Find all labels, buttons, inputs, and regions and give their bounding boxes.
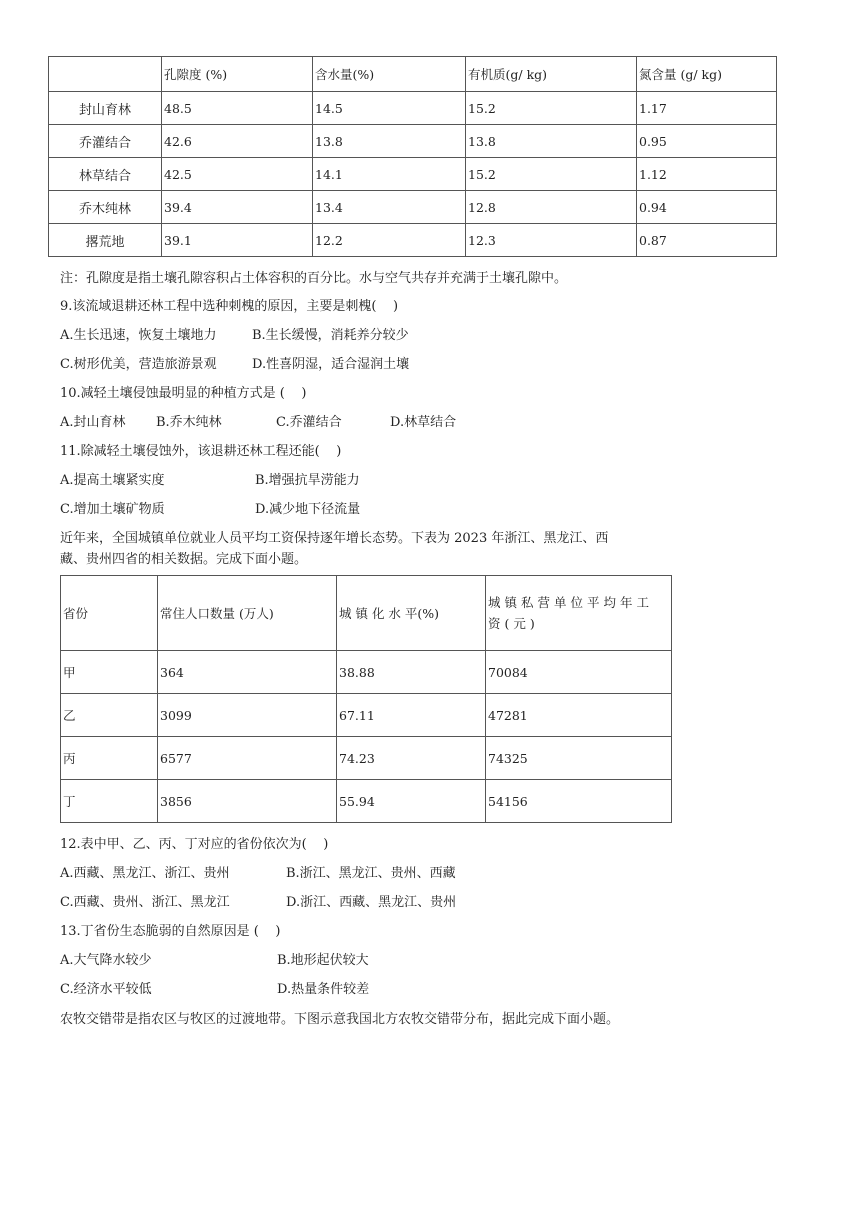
question-11-option-a[interactable]: A.提高土壤紧实度 [60,473,165,488]
table-row [49,191,777,224]
intro-paragraph-line-2: 藏、贵州四省的相关数据。完成下面小题。 [60,552,308,567]
question-9-stem: 9.该流域退耕还林工程中选种刺槐的原因，主要是刺槐( ) [60,299,399,314]
table-row-label: 封山育林 [49,92,162,125]
table-cell: 54156 [486,780,672,823]
table-cell: 74325 [486,737,672,780]
table-header-cell: 城 镇 化 水 平(%) [337,576,486,651]
table-cell: 39.4 [162,191,313,224]
question-12-stem: 12.表中甲、乙、丙、丁对应的省份依次为( ) [60,837,329,852]
table-cell: 13.8 [313,125,466,158]
table-row [49,92,777,125]
question-10-option-d[interactable]: D.林草结合 [390,415,457,430]
table-row [61,737,672,780]
table-header-cell: 城镇私营单位平均年工资(元) [486,576,672,651]
table-header-cell [49,57,162,92]
table-cell: 38.88 [337,651,486,694]
table-cell: 3099 [158,694,337,737]
intro-paragraph-line-1: 近年来，全国城镇单位就业人员平均工资保持逐年增长态势。下表为 2023 年浙江、黑龙江、西 [60,531,609,546]
table-cell: 6577 [158,737,337,780]
question-10-option-a[interactable]: A.封山育林 [60,415,126,430]
table-cell: 39.1 [162,224,313,257]
table-cell: 0.87 [637,224,777,257]
table-cell: 乙 [61,694,158,737]
question-9-option-d[interactable]: D.性喜阴湿，适合湿润土壤 [252,357,410,372]
table-header-row [49,57,777,92]
table-cell: 13.8 [466,125,637,158]
table-header-cell: 常住人口数量 (万人) [158,576,337,651]
table-cell: 1.12 [637,158,777,191]
table-cell: 12.2 [313,224,466,257]
table-row [49,224,777,257]
table-cell: 丁 [61,780,158,823]
table-cell: 364 [158,651,337,694]
table-cell: 70084 [486,651,672,694]
table-cell: 12.3 [466,224,637,257]
table-header-cell: 氮含量 (g/ kg) [637,57,777,92]
table-row [49,158,777,191]
question-9-option-a[interactable]: A.生长迅速，恢复土壤地力 [60,328,217,343]
question-11-option-c[interactable]: C.增加土壤矿物质 [60,502,165,517]
table-cell: 12.8 [466,191,637,224]
table-row-label: 撂荒地 [49,224,162,257]
table-cell: 47281 [486,694,672,737]
table-note: 注：孔隙度是指土壤孔隙容积占土体容积的百分比。水与空气共存并充满于土壤孔隙中。 [60,271,568,286]
table-header-cell: 孔隙度 (%) [162,57,313,92]
table-cell: 3856 [158,780,337,823]
table-cell: 42.5 [162,158,313,191]
question-13-stem: 13.丁省份生态脆弱的自然原因是 ( ) [60,924,281,939]
table-cell: 55.94 [337,780,486,823]
question-12-option-c[interactable]: C.西藏、贵州、浙江、黑龙江 [60,895,230,910]
intro-paragraph-3: 农牧交错带是指农区与牧区的过渡地带。下图示意我国北方农牧交错带分布，据此完成下面小题。 [60,1012,620,1027]
table-header-row [61,576,672,651]
question-9-option-b[interactable]: B.生长缓慢，消耗养分较少 [252,328,409,343]
table-row [61,651,672,694]
question-9-option-c[interactable]: C.树形优美，营造旅游景观 [60,357,217,372]
table-row [49,125,777,158]
table-cell: 48.5 [162,92,313,125]
question-10-option-b[interactable]: B.乔木纯林 [156,415,222,430]
question-10-option-c[interactable]: C.乔灌结合 [276,415,342,430]
soil-property-table [48,56,777,257]
table-row-label: 林草结合 [49,158,162,191]
table-header-cell: 含水量(%) [313,57,466,92]
table-row [61,780,672,823]
table-cell: 42.6 [162,125,313,158]
question-13-option-c[interactable]: C.经济水平较低 [60,982,152,997]
table-cell: 1.17 [637,92,777,125]
table-cell: 丙 [61,737,158,780]
table-row [61,694,672,737]
table-cell: 14.1 [313,158,466,191]
question-13-option-d[interactable]: D.热量条件较差 [277,982,370,997]
table-cell: 0.95 [637,125,777,158]
table-header-cell: 省份 [61,576,158,651]
question-13-option-a[interactable]: A.大气降水较少 [60,953,152,968]
table-cell: 0.94 [637,191,777,224]
table-cell: 67.11 [337,694,486,737]
question-13-option-b[interactable]: B.地形起伏较大 [277,953,369,968]
question-11-option-b[interactable]: B.增强抗旱涝能力 [255,473,360,488]
table-cell: 14.5 [313,92,466,125]
question-11-stem: 11.除减轻土壤侵蚀外，该退耕还林工程还能( ) [60,444,342,459]
table-cell: 15.2 [466,92,637,125]
question-12-option-a[interactable]: A.西藏、黑龙江、浙江、贵州 [60,866,230,881]
table-cell: 74.23 [337,737,486,780]
table-header-cell: 有机质(g/ kg) [466,57,637,92]
table-row-label: 乔灌结合 [49,125,162,158]
table-cell: 甲 [61,651,158,694]
table-cell: 15.2 [466,158,637,191]
question-11-option-d[interactable]: D.减少地下径流量 [255,502,361,517]
question-10-stem: 10.减轻土壤侵蚀最明显的种植方式是 ( ) [60,386,307,401]
province-data-table [60,575,672,823]
question-12-option-d[interactable]: D.浙江、西藏、黑龙江、贵州 [286,895,457,910]
table-cell: 13.4 [313,191,466,224]
table-row-label: 乔木纯林 [49,191,162,224]
question-12-option-b[interactable]: B.浙江、黑龙江、贵州、西藏 [286,866,456,881]
